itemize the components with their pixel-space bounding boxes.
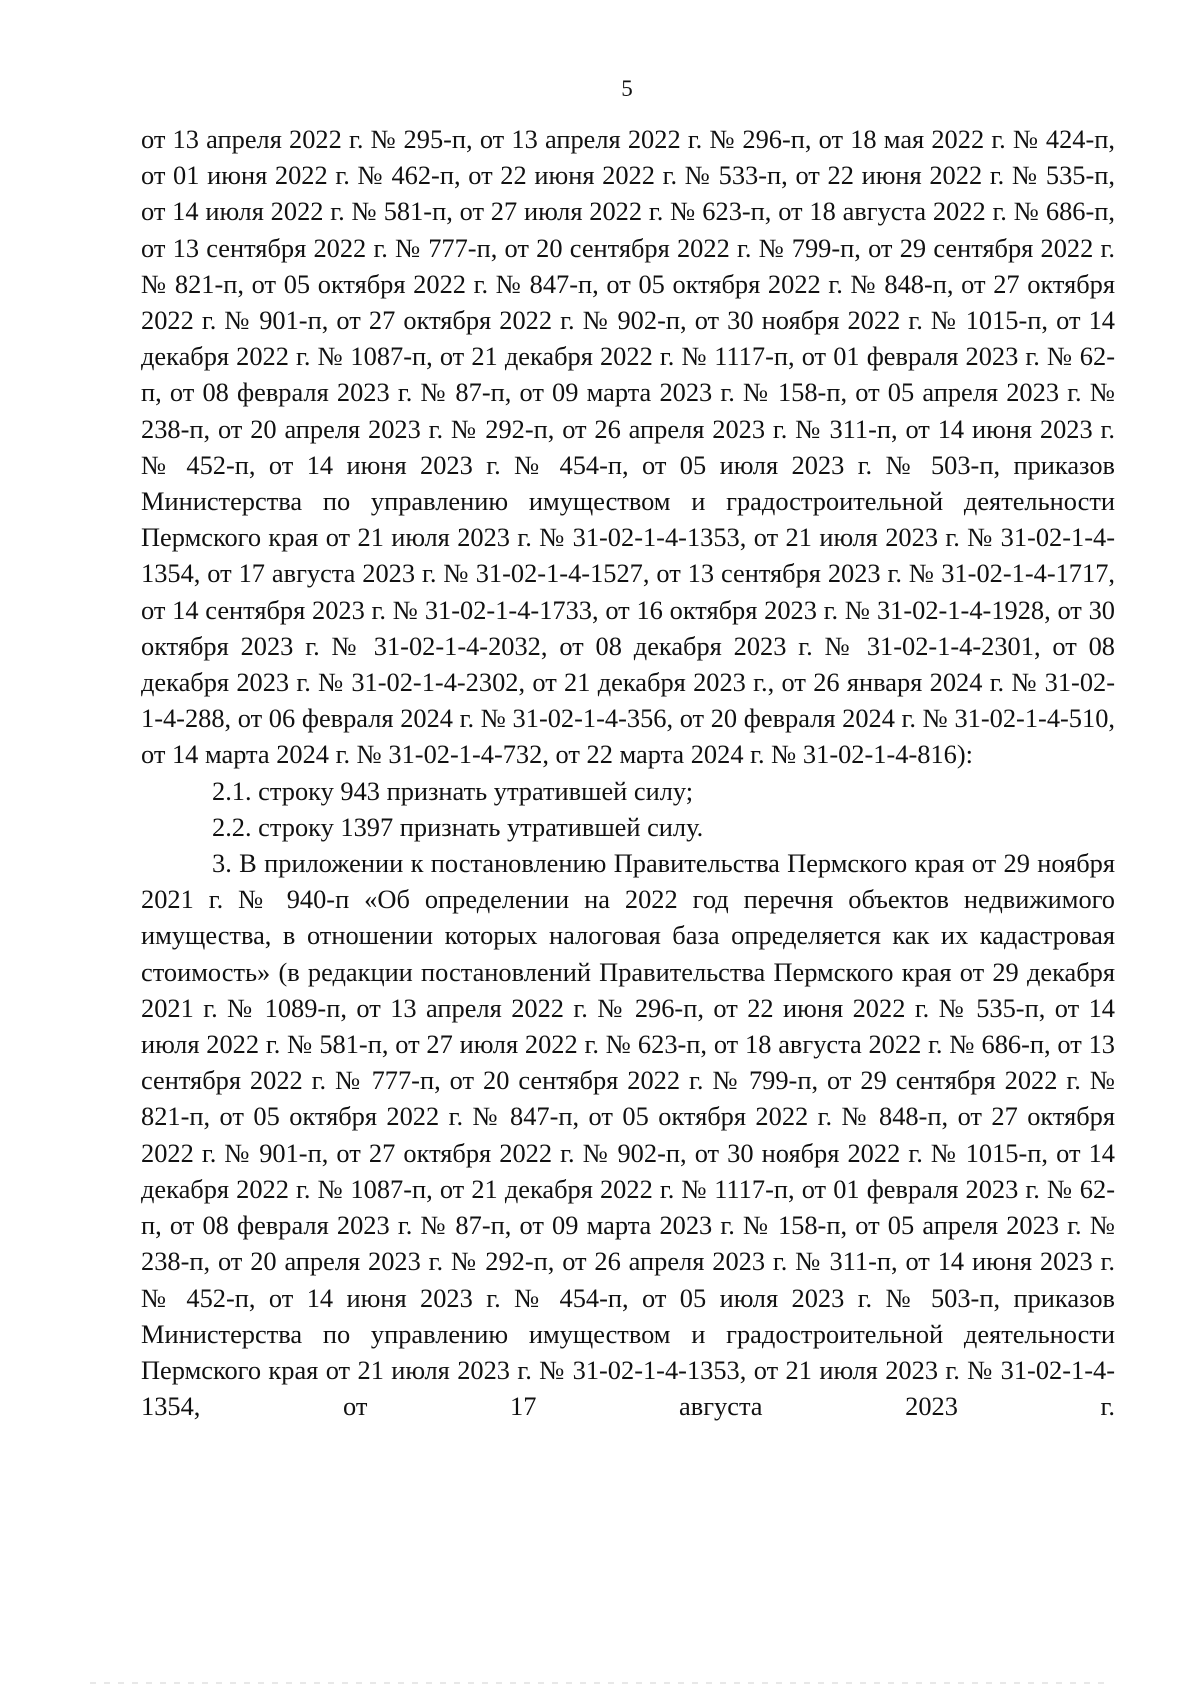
page-number: 5 xyxy=(621,76,633,101)
paragraph-item-2-2: 2.2. строку 1397 признать утратившей силу. xyxy=(212,811,704,842)
paragraph-item-2-1: 2.1. строку 943 признать утратившей силу; xyxy=(212,775,694,806)
paragraph-amendments-list: от 13 апреля 2022 г. № 295-п, от 13 апреля 2022 г. № 296-п, от 18 мая 2022 г. № 424-п, от 01 июня 2022 г. № 462-п, от 22 июня 2022 г. № 533-п, от 22 июня 2022 г. № 535-п, от 14 июля 2022 г. № 581-п, от 27 июля 2022 г. № 623-п, от 18 августа 2022 г. № 686-п, от 13 сентября 2022 г. № 777-п, от 20 сентября 2022 г. № 799-п, от 29 сентября 2022 г. № 821-п, от 05 октября 2022 г. № 847-п, от 05 октября 2022 г. № 848-п, от 27 октября 2022 г. № 901-п, от 27 октября 2022 г. № 902-п, от 30 ноября 2022 г. № 1015-п, от 14 декабря 2022 г. № 1087-п, от 21 декабря 2022 г. № 1117-п, от 01 февраля 2023 г. № 62-п, от 08 февраля 2023 г. № 87-п, от 09 марта 2023 г. № 158-п, от 05 апреля 2023 г. № 238-п, от 20 апреля 2023 г. № 292-п, от 26 апреля 2023 г. № 311-п, от 14 июня 2023 г. № 452-п, от 14 июня 2023 г. № 454-п, от 05 июля 2023 г. № 503-п, приказов Министерства по управлению имуществом и градостроительной деятельности Пермского края от 21 июля 2023 г. № 31-02-1-4-1353, от 21 июля 2023 г. № 31-02-1-4-1354, от 17 августа 2023 г. № 31-02-1-4-1527, от 13 сентября 2023 г. № 31-02-1-4-1717, от 14 сентября 2023 г. № 31-02-1-4-1733, от 16 октября 2023 г. № 31-02-1-4-1928, от 30 октября 2023 г. № 31-02-1-4-2032, от 08 декабря 2023 г. № 31-02-1-4-2301, от 08 декабря 2023 г. № 31-02-1-4-2302, от 21 декабря 2023 г., от 26 января 2024 г. № 31-02-1-4-288, от 06 февраля 2024 г. № 31-02-1-4-356, от 20 февраля 2024 г. № 31-02-1-4-510, от 14 марта 2024 г. № 31-02-1-4-732, от 22 марта 2024 г. № 31-02-1-4-816): xyxy=(141,124,1115,770)
paragraph-item-3: 3. В приложении к постановлению Правительства Пермского края от 29 ноября 2021 г. № 940-п «Об определении на 2022 год перечня объектов недвижимого имущества, в отношении которых налоговая база определяется как их кадастровая стоимость» (в редакции постановлений Правительства Пермского края от 29 декабря 2021 г. № 1089-п, от 13 апреля 2022 г. № 296-п, от 22 июня 2022 г. № 535-п, от 14 июля 2022 г. № 581-п, от 27 июля 2022 г. № 623-п, от 18 августа 2022 г. № 686-п, от 13 сентября 2022 г. № 777-п, от 20 сентября 2022 г. № 799-п, от 29 сентября 2022 г. № 821-п, от 05 октября 2022 г. № 847-п, от 05 октября 2022 г. № 848-п, от 27 октября 2022 г. № 901-п, от 27 октября 2022 г. № 902-п, от 30 ноября 2022 г. № 1015-п, от 14 декабря 2022 г. № 1087-п, от 21 декабря 2022 г. № 1117-п, от 01 февраля 2023 г. № 62-п, от 08 февраля 2023 г. № 87-п, от 09 марта 2023 г. № 158-п, от 05 апреля 2023 г. № 238-п, от 20 апреля 2023 г. № 292-п, от 26 апреля 2023 г. № 311-п, от 14 июня 2023 г. № 452-п, от 14 июня 2023 г. № 454-п, от 05 июля 2023 г. № 503-п, приказов Министерства по управлению имуществом и градостроительной деятельности Пермского края от 21 июля 2023 г. № 31-02-1-4-1353, от 21 июля 2023 г. № 31-02-1-4-1354, от 17 августа 2023 г. xyxy=(141,848,1115,1422)
scan-edge-artifact xyxy=(90,1682,1110,1684)
document-body xyxy=(141,121,1115,1424)
